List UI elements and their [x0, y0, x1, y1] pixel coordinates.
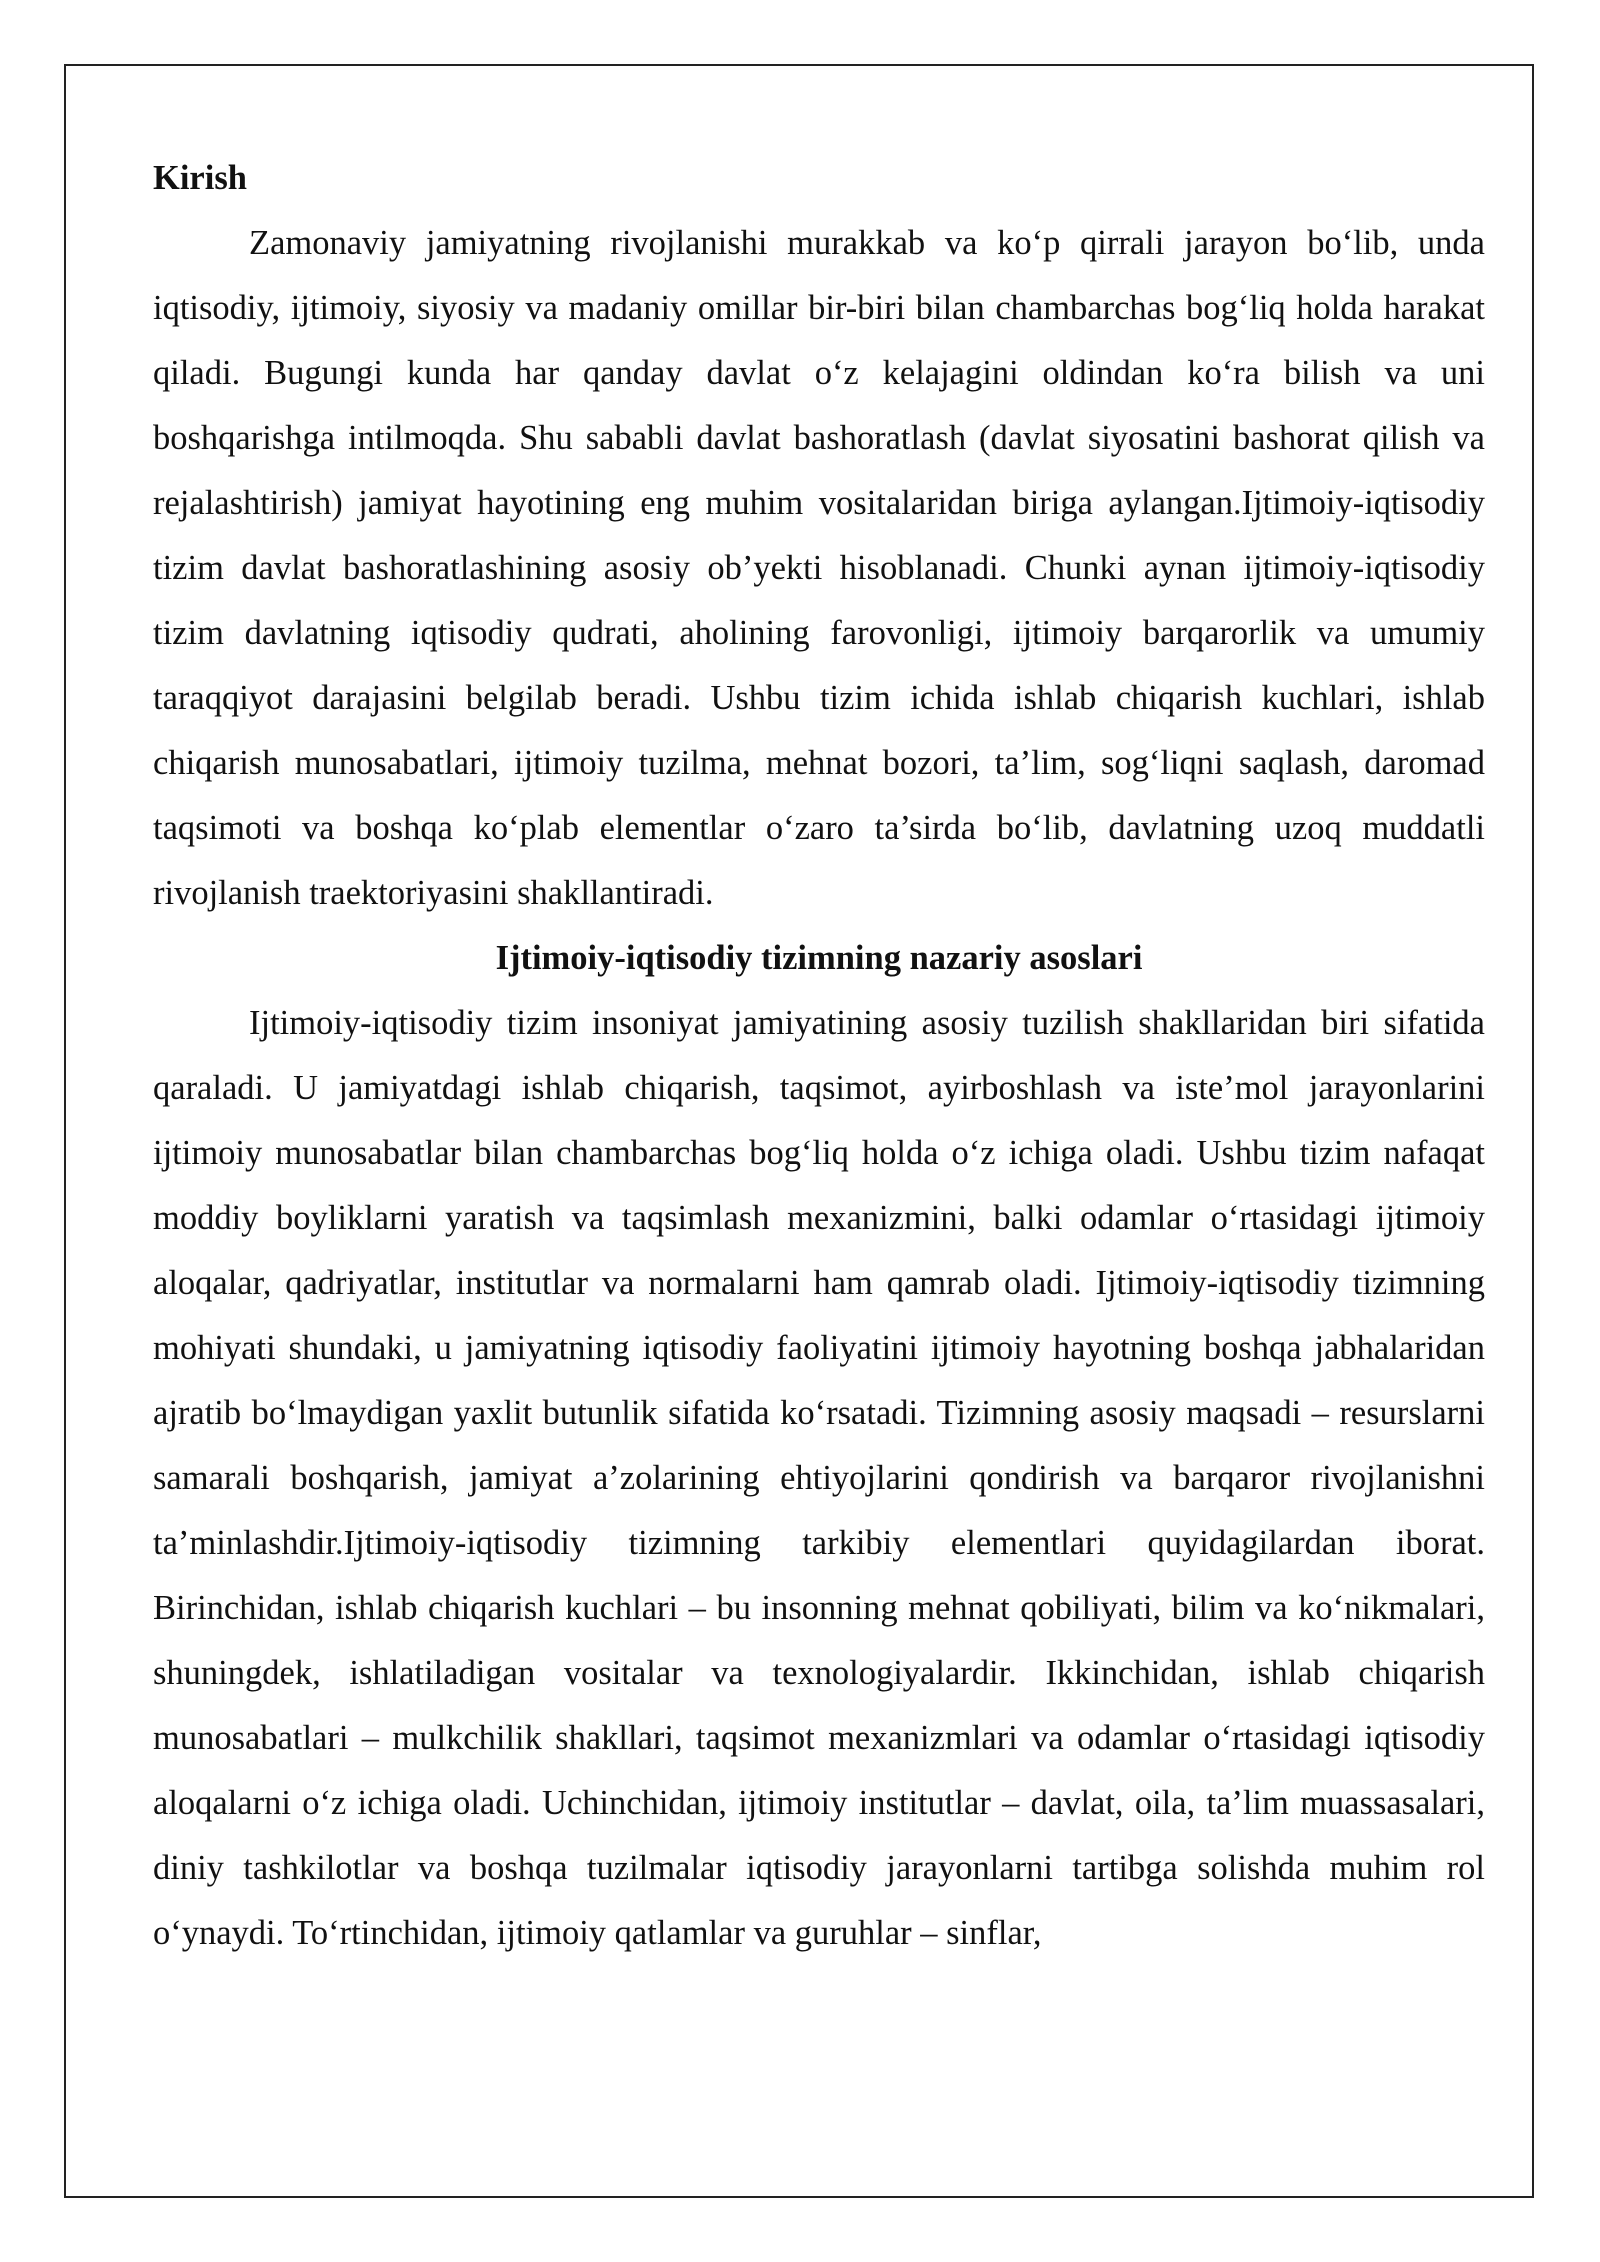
section-title: Kirish	[153, 159, 247, 197]
intro-paragraph: Zamonaviy jamiyatning rivojlanishi murakkab va ko‘p qirrali jarayon bo‘lib, unda iqtisodiy, ijtimoiy, siyosiy va madaniy omillar bir-biri bilan chambarchas bog‘liq holda harakat qiladi. Bugungi kunda har qanday davlat o‘z kelajagini oldindan ko‘ra bilish va uni boshqarishga intilmoqda. Shu sababli davlat bashoratlash (davlat siyosatini bashorat qilish va rejalashtirish) jamiyat hayotining eng muhim vositalaridan biriga aylangan.Ijtimoiy-iqtisodiy tizim davlat bashoratlashining asosiy ob’yekti hisoblanadi. Chunki aynan ijtimoiy-iqtisodiy tizim davlatning iqtisodiy qudrati, aholining farovonligi, ijtimoiy barqarorlik va umumiy taraqqiyot darajasini belgilab beradi. Ushbu tizim ichida ishlab chiqarish kuchlari, ishlab chiqarish munosabatlari, ijtimoiy tuzilma, mehnat bozori, ta’lim, sog‘liqni saqlash, daromad taqsimoti va boshqa ko‘plab elementlar o‘zaro ta’sirda bo‘lib, davlatning uzoq muddatli rivojlanish traektoriyasini shakllantiradi.	[153, 224, 1485, 912]
theory-paragraph: Ijtimoiy-iqtisodiy tizim insoniyat jamiyatining asosiy tuzilish shakllaridan biri sifatida qaraladi. U jamiyatdagi ishlab chiqarish, taqsimot, ayirboshlash va iste’mol jarayonlarini ijtimoiy munosabatlar bilan chambarchas bog‘liq holda o‘z ichiga oladi. Ushbu tizim nafaqat moddiy boyliklarni yaratish va taqsimlash mexanizmini, balki odamlar o‘rtasidagi ijtimoiy aloqalar, qadriyatlar, institutlar va normalarni ham qamrab oladi. Ijtimoiy-iqtisodiy tizimning mohiyati shundaki, u jamiyatning iqtisodiy faoliyatini ijtimoiy hayotning boshqa jabhalaridan ajratib bo‘lmaydigan yaxlit butunlik sifatida ko‘rsatadi. Tizimning asosiy maqsadi – resurslarni samarali boshqarish, jamiyat a’zolarining ehtiyojlarini qondirish va barqaror rivojlanishni ta’minlashdir.Ijtimoiy-iqtisodiy tizimning tarkibiy elementlari quyidagilardan iborat. Birinchidan, ishlab chiqarish kuchlari – bu insonning mehnat qobiliyati, bilim va ko‘nikmalari, shuningdek, ishlatiladigan vositalar va texnologiyalardir. Ikkinchidan, ishlab chiqarish munosabatlari – mulkchilik shakllari, taqsimot mexanizmlari va odamlar o‘rtasidagi iqtisodiy aloqalarni o‘z ichiga oladi. Uchinchidan, ijtimoiy institutlar – davlat, oila, ta’lim muassasalari, diniy tashkilotlar va boshqa tuzilmalar iqtisodiy jarayonlarni tartibga solishda muhim rol o‘ynaydi. To‘rtinchidan, ijtimoiy qatlamlar va guruhlar – sinflar,	[153, 1004, 1485, 1952]
subsection-title: Ijtimoiy-iqtisodiy tizimning nazariy asoslari	[495, 939, 1143, 977]
document-body	[153, 146, 1485, 1966]
